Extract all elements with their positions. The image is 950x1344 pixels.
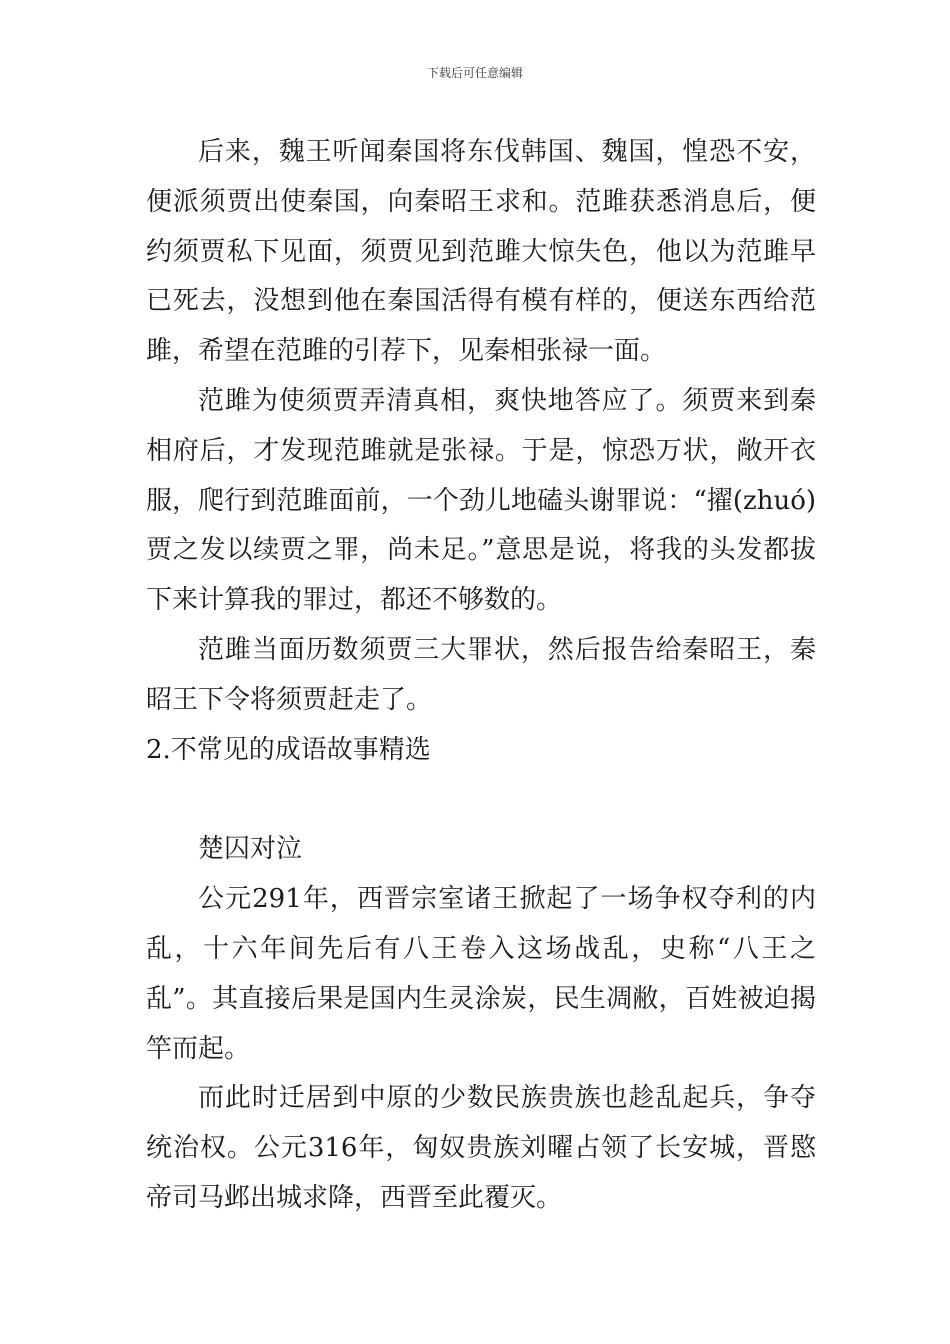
story-title: 楚囚对泣 (198, 834, 303, 865)
section-title: 2.不常见的成语故事精选 (146, 734, 431, 765)
paragraph-baiwang: 公元291年，西晋宗室诸王掀起了一场争权夺利的内乱，十六年间先后有八王卷入这场战乱，史称“八王之乱”。其直接后果是国内生灵涂炭，民生凋敝，百姓被迫揭竿而起。 (146, 884, 816, 1064)
paragraph-weiwang: 后来，魏王听闻秦国将东伐韩国、魏国，惶恐不安，便派须贾出使秦国，向秦昭王求和。范雎获悉消息后，便约须贾私下见面，须贾见到范雎大惊失色，他以为范雎早已死去，没想到他在秦国活得有模有样的，便送东西给范雎，希望在范雎的引荐下，见秦相张禄一面。 (146, 137, 816, 367)
paragraph-fanju-answer: 范雎为使须贾弄清真相，爽快地答应了。须贾来到秦相府后，才发现范雎就是张禄。于是，惊恐万状，敞开衣服，爬行到范雎面前，一个劲儿地磕头谢罪说：“擢(zhuó)贾之发以续贾之罪，尚未足。”意思是说，将我的头发都拔下来计算我的罪过，都还不够数的。 (146, 385, 816, 616)
blank-line (146, 775, 816, 825)
paragraph-xijin: 而此时迁居到中原的少数民族贵族也趁乱起兵，争夺统治权。公元316年，匈奴贵族刘曜占领了长安城，晋愍帝司马邺出城求降，西晋至此覆灭。 (146, 1083, 816, 1213)
page-header: 下载后可任意编辑 (426, 66, 523, 80)
document-body (146, 128, 816, 1224)
paragraph-fanju-report: 范雎当面历数须贾三大罪状，然后报告给秦昭王，秦昭王下令将须贾赶走了。 (146, 634, 816, 715)
